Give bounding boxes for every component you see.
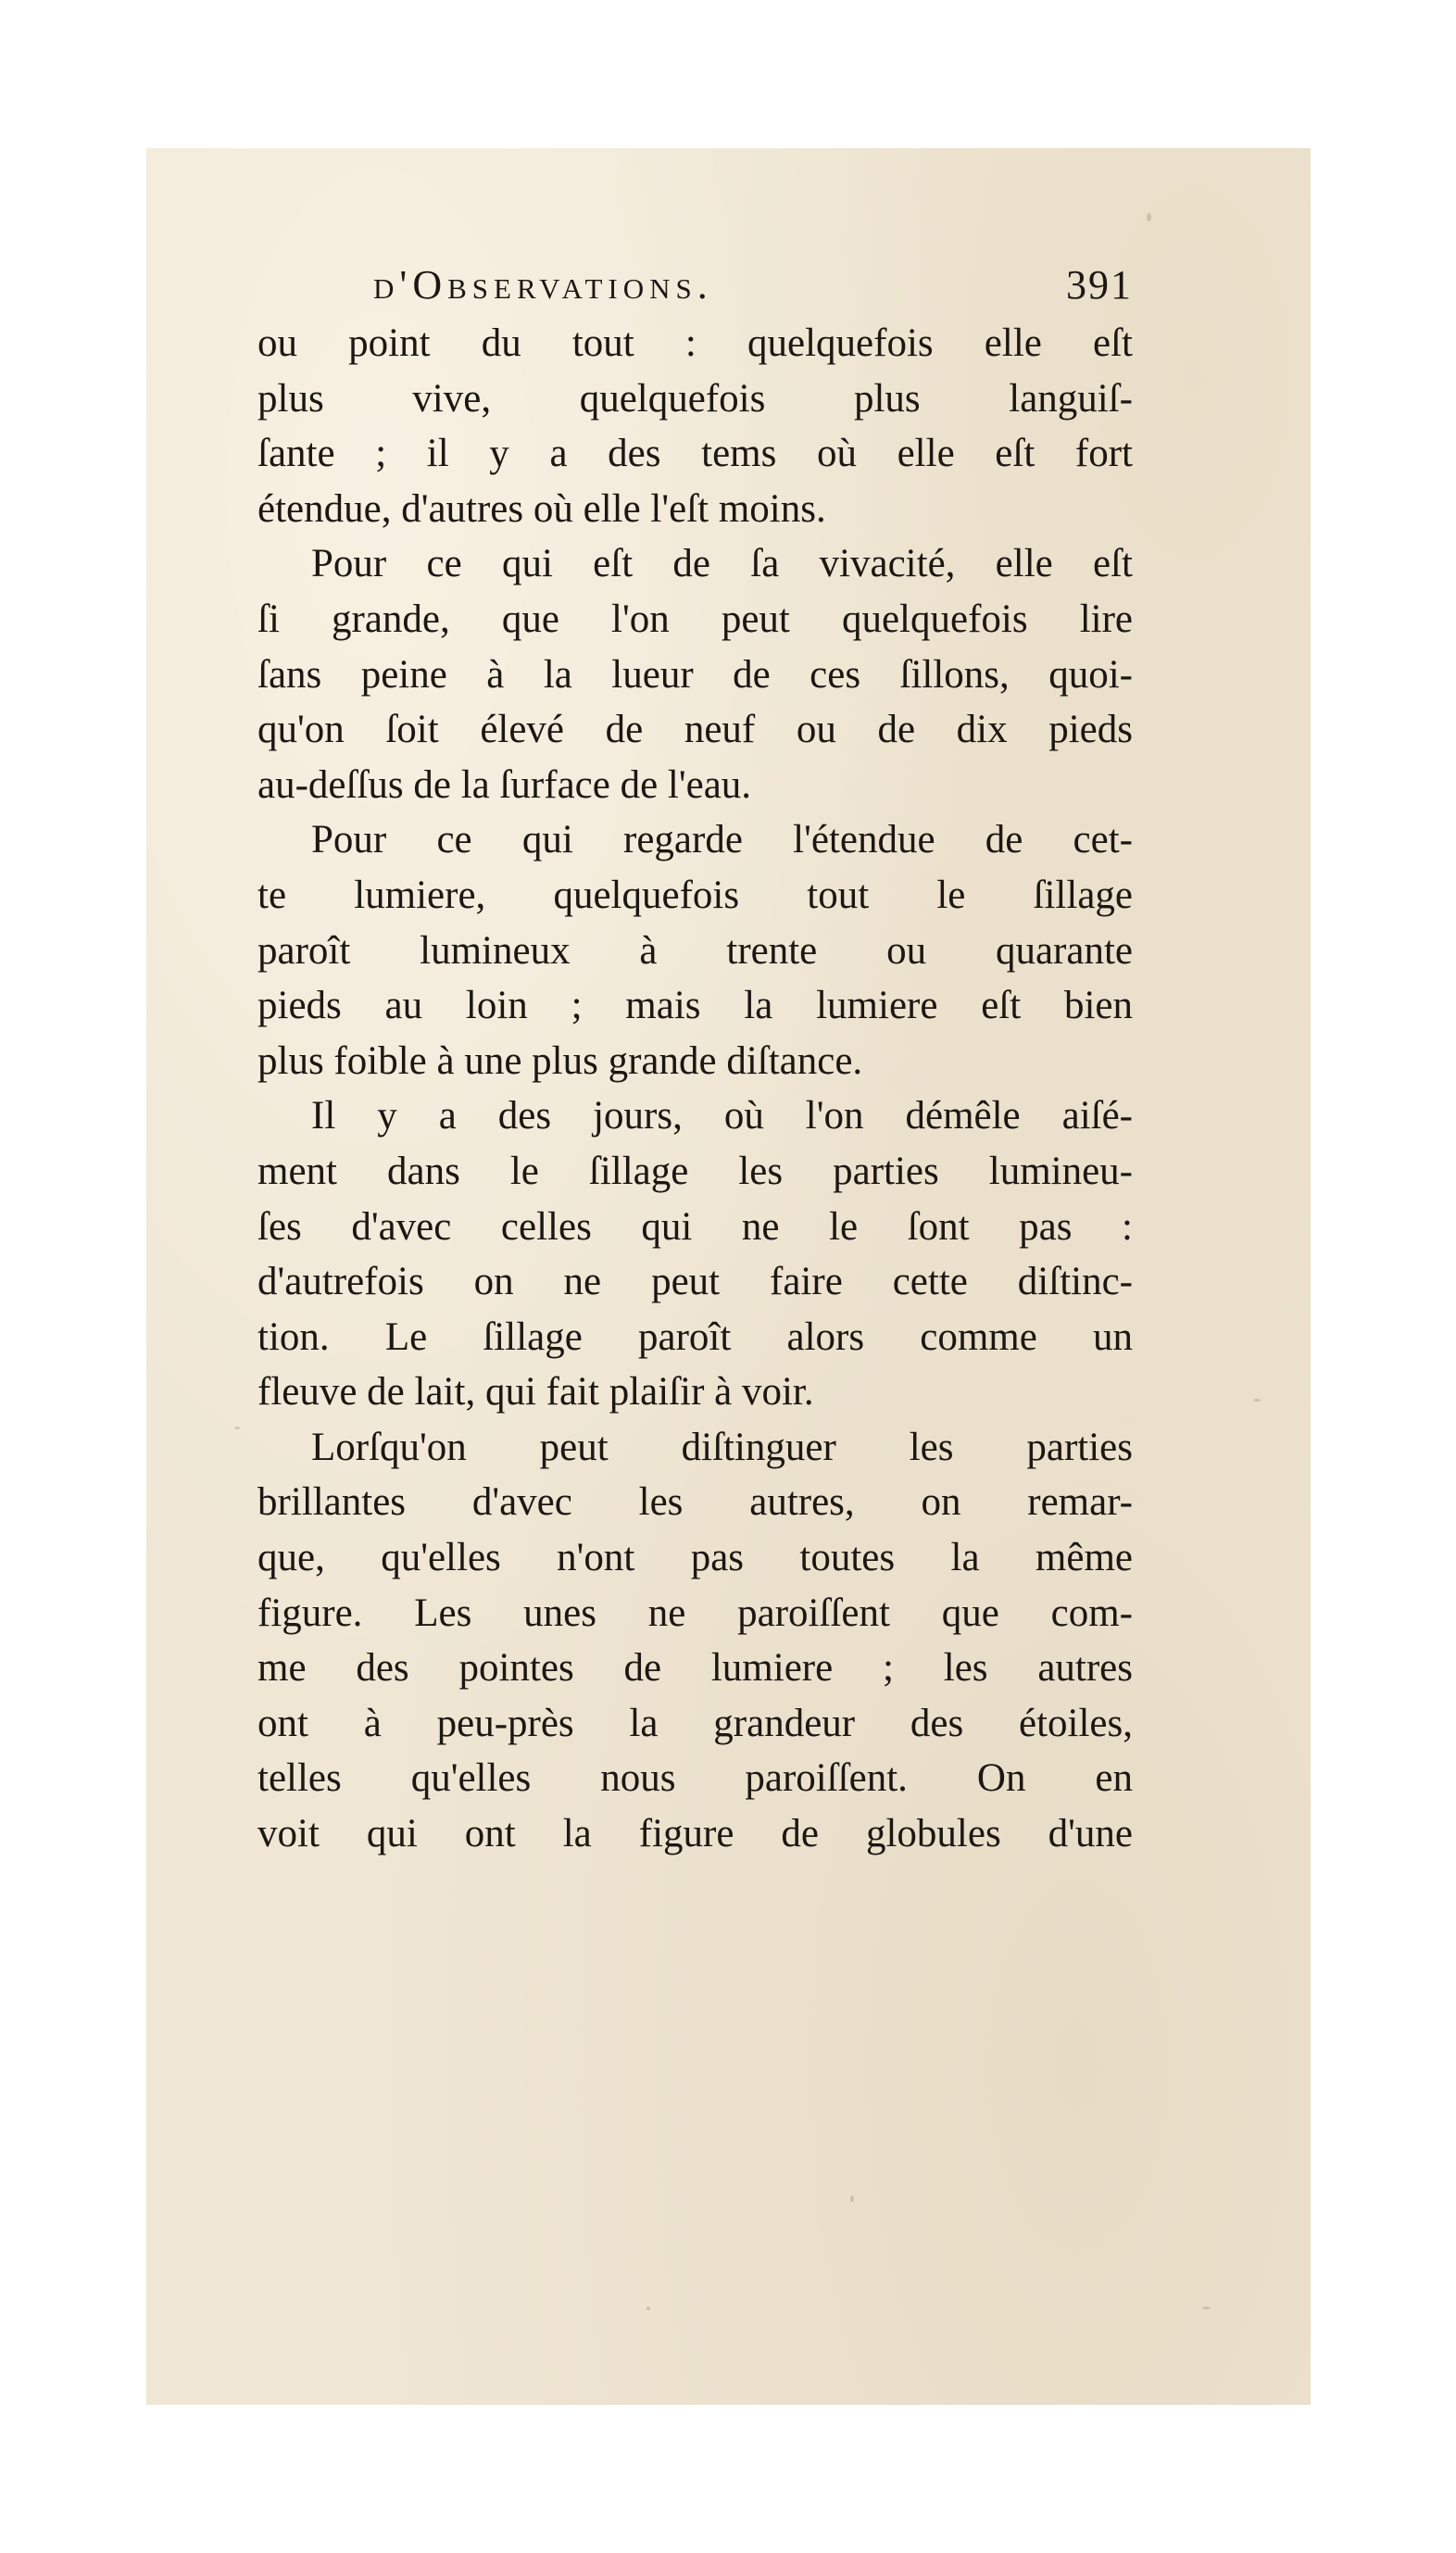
paper-speck — [1253, 1399, 1261, 1402]
text-line: d'autrefois on ne peut faire cette diſtinc- — [257, 1260, 1133, 1304]
text-line: ſi grande, que l'on peut quelquefois lire — [257, 597, 1133, 641]
text-line: ſans peine à la lueur de ces ſillons, quoi- — [257, 652, 1133, 697]
paper-speck — [1147, 213, 1151, 221]
text-line: fleuve de lait, qui fait plaiſir à voir. — [257, 1370, 814, 1415]
text-line: paroît lumineux à trente ou quarante — [257, 928, 1133, 973]
text-line: ment dans le ſillage les parties lumineu- — [257, 1149, 1133, 1193]
text-block — [257, 255, 1133, 1862]
text-line: que, qu'elles n'ont pas toutes la même — [257, 1536, 1133, 1580]
text-line: plus foible à une plus grande diſtance. — [257, 1038, 863, 1083]
paper-speck — [1202, 2307, 1211, 2309]
running-title: d'Observations. — [373, 262, 713, 308]
paragraph-2 — [257, 536, 1133, 812]
paper-speck — [646, 2307, 650, 2310]
book-page — [146, 148, 1311, 2405]
text-line: tion. Le ſillage paroît alors comme un — [257, 1314, 1133, 1359]
paragraph-5 — [257, 1420, 1133, 1862]
text-line: brillantes d'avec les autres, on remar- — [257, 1480, 1133, 1525]
text-line: me des pointes de lumiere ; les autres — [257, 1646, 1133, 1691]
text-line: Pour ce qui regarde l'étendue de cet- — [311, 818, 1133, 862]
text-line: ſes d'avec celles qui ne le ſont pas : — [257, 1204, 1133, 1249]
text-line: voit qui ont la figure de globules d'une — [257, 1812, 1133, 1856]
text-line: te lumiere, quelquefois tout le ſillage — [257, 873, 1133, 917]
text-line: Pour ce qui eſt de ſa vivacité, elle eſt — [311, 542, 1133, 586]
paragraph-4 — [257, 1088, 1133, 1420]
paper-speck — [850, 2195, 854, 2202]
text-line: ſante ; il y a des tems où elle eſt fort — [257, 432, 1133, 476]
paragraph-3 — [257, 812, 1133, 1088]
text-line: ou point du tout : quelquefois elle eſt — [257, 321, 1133, 365]
text-line: au-deſſus de la ſurface de l'eau. — [257, 762, 752, 807]
text-line: telles qu'elles nous paroiſſent. On en — [257, 1756, 1133, 1801]
text-line: figure. Les unes ne paroiſſent que com- — [257, 1591, 1133, 1635]
text-line: ont à peu-près la grandeur des étoiles, — [257, 1701, 1133, 1745]
paragraph-1 — [257, 316, 1133, 536]
paper-speck — [234, 1427, 240, 1429]
text-line: étendue, d'autres où elle l'eſt moins. — [257, 486, 826, 531]
text-line: Il y a des jours, où l'on démêle aiſé- — [311, 1094, 1133, 1138]
text-line: plus vive, quelquefois plus languiſ- — [257, 376, 1133, 421]
text-line: Lorſqu'on peut diſtinguer les parties — [311, 1425, 1133, 1469]
text-line: pieds au loin ; mais la lumiere eſt bien — [257, 984, 1133, 1028]
page-number: 391 — [1066, 262, 1133, 308]
text-line: qu'on ſoit élevé de neuf ou de dix pieds — [257, 708, 1133, 752]
running-head — [257, 255, 1133, 316]
